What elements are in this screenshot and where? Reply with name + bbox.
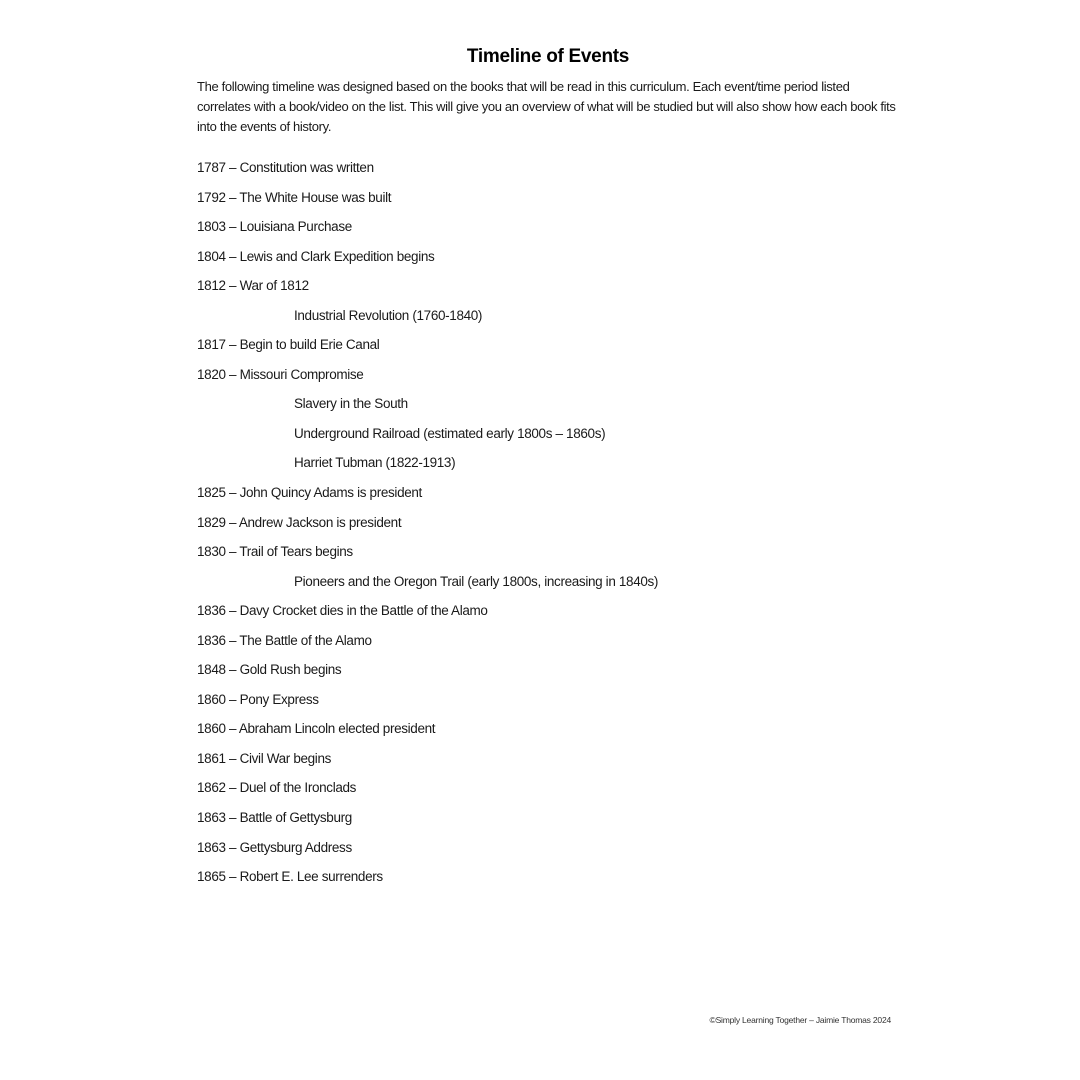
intro-paragraph: The following timeline was designed based on the books that will be read in this curriculum. Each event/time period listed correlates with a book/video on the list. This will give you an overview of what will be studied but will also show how each book fits into the events of history. bbox=[197, 79, 896, 134]
timeline-item: 1817 – Begin to build Erie Canal bbox=[197, 337, 380, 353]
timeline-item: 1803 – Louisiana Purchase bbox=[197, 219, 352, 235]
timeline-item: 1861 – Civil War begins bbox=[197, 750, 332, 766]
timeline-item: 1787 – Constitution was written bbox=[197, 160, 374, 175]
timeline-item: 1863 – Gettysburg Address bbox=[197, 839, 352, 855]
timeline-item: 1829 – Andrew Jackson is president bbox=[197, 514, 402, 530]
timeline-item: 1865 – Robert E. Lee surrenders bbox=[197, 869, 383, 885]
timeline-list bbox=[197, 155, 897, 894]
timeline-sub-item: Underground Railroad (estimated early 1800s – 1860s) bbox=[294, 425, 606, 441]
timeline-item: 1792 – The White House was built bbox=[197, 189, 392, 205]
timeline-sub-item: Pioneers and the Oregon Trail (early 1800s, increasing in 1840s) bbox=[294, 573, 659, 589]
timeline-item: 1820 – Missouri Compromise bbox=[197, 366, 364, 382]
timeline-item: 1860 – Pony Express bbox=[197, 691, 319, 707]
timeline-item: 1860 – Abraham Lincoln elected president bbox=[197, 721, 436, 737]
timeline-item: 1804 – Lewis and Clark Expedition begins bbox=[197, 248, 435, 264]
timeline-sub-item: Industrial Revolution (1760-1840) bbox=[294, 307, 483, 323]
page-title: Timeline of Events bbox=[466, 46, 630, 67]
timeline-item: 1848 – Gold Rush begins bbox=[197, 662, 342, 678]
timeline-item: 1830 – Trail of Tears begins bbox=[197, 544, 353, 560]
timeline-sub-item: Slavery in the South bbox=[294, 396, 408, 412]
timeline-item: 1812 – War of 1812 bbox=[197, 278, 309, 294]
timeline-item: 1836 – Davy Crocket dies in the Battle of the Alamo bbox=[197, 603, 488, 619]
copyright-footer: ©Simply Learning Together – Jaimie Thomas 2024 bbox=[709, 1015, 891, 1025]
timeline-item: 1862 – Duel of the Ironclads bbox=[197, 780, 357, 796]
timeline-item: 1825 – John Quincy Adams is president bbox=[197, 485, 422, 501]
timeline-sub-item: Harriet Tubman (1822-1913) bbox=[294, 455, 456, 471]
timeline-item: 1836 – The Battle of the Alamo bbox=[197, 632, 372, 648]
timeline-item: 1863 – Battle of Gettysburg bbox=[197, 810, 352, 826]
